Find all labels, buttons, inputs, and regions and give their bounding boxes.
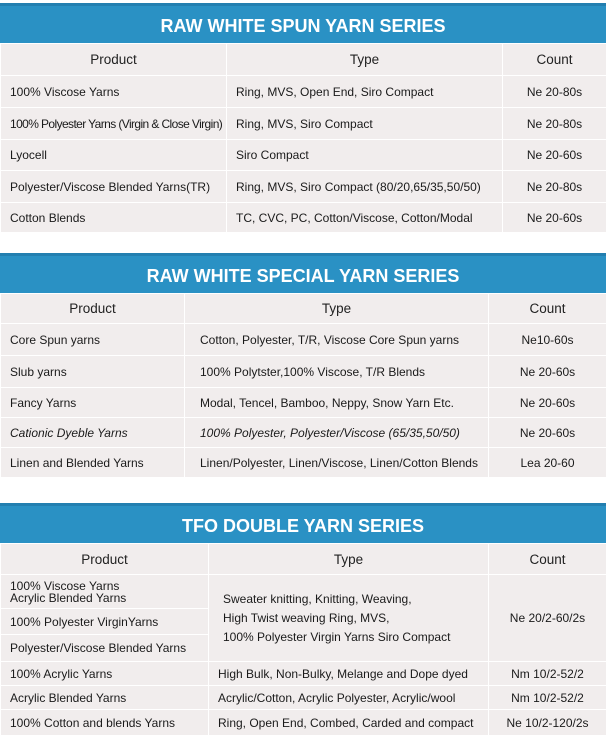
type-cell: 100% Polyester, Polyester/Viscose (65/35,50/50) xyxy=(185,418,489,448)
product-cell: 100% Polyester VirginYarns xyxy=(1,609,209,635)
special-yarn-table xyxy=(0,293,606,478)
type-cell: Ring, MVS, Open End, Siro Compact xyxy=(227,76,503,108)
table-header-row xyxy=(1,544,606,575)
tfo-double-yarn-table xyxy=(0,543,606,736)
count-cell: Nm 10/2-52/2 xyxy=(489,662,606,686)
type-cell: High Bulk, Non-Bulky, Melange and Dope dyed xyxy=(209,662,489,686)
count-cell: Ne 20-80s xyxy=(503,171,606,203)
product-cell: Linen and Blended Yarns xyxy=(1,448,185,478)
table-row xyxy=(1,575,606,609)
product-header: Product xyxy=(1,44,227,76)
count-cell: Ne 20-60s xyxy=(503,140,606,171)
count-cell: Ne10-60s xyxy=(489,324,606,356)
table-row xyxy=(1,76,606,108)
type-cell: TC, CVC, PC, Cotton/Viscose, Cotton/Modal xyxy=(227,203,503,233)
table-row xyxy=(1,686,606,710)
product-cell: 100% Polyester Yarns (Virgin & Close Virgin) xyxy=(1,108,227,140)
type-cell: Cotton, Polyester, T/R, Viscose Core Spun yarns xyxy=(185,324,489,356)
count-cell: Ne 20-60s xyxy=(489,356,606,388)
type-cell: Linen/Polyester, Linen/Viscose, Linen/Cotton Blends xyxy=(185,448,489,478)
type-cell: Siro Compact xyxy=(227,140,503,171)
product-header: Product xyxy=(1,294,185,324)
type-cell: Modal, Tencel, Bamboo, Neppy, Snow Yarn Etc. xyxy=(185,388,489,418)
table-header-row xyxy=(1,44,606,76)
table-row xyxy=(1,171,606,203)
product-cell: Fancy Yarns xyxy=(1,388,185,418)
count-cell: Ne 20-60s xyxy=(489,388,606,418)
product-cell: Polyester/Viscose Blended Yarns xyxy=(1,635,209,662)
table-row xyxy=(1,356,606,388)
table-row xyxy=(1,108,606,140)
product-cell: Acrylic Blended Yarns xyxy=(1,686,209,710)
count-header: Count xyxy=(503,44,606,76)
product-cell xyxy=(1,575,209,609)
product-cell: Slub yarns xyxy=(1,356,185,388)
table-row xyxy=(1,203,606,233)
table-header-row xyxy=(1,294,606,324)
table-row xyxy=(1,448,606,478)
type-cell: Ring, MVS, Siro Compact (80/20,65/35,50/50) xyxy=(227,171,503,203)
product-cell: 100% Acrylic Yarns xyxy=(1,662,209,686)
section-title: RAW WHITE SPECIAL YARN SERIES xyxy=(0,253,606,293)
type-header: Type xyxy=(227,44,503,76)
count-cell: Lea 20-60 xyxy=(489,448,606,478)
table-row xyxy=(1,710,606,736)
table-row xyxy=(1,388,606,418)
product-cell: Core Spun yarns xyxy=(1,324,185,356)
count-cell: Ne 20-60s xyxy=(503,203,606,233)
count-header: Count xyxy=(489,294,606,324)
spun-yarn-table xyxy=(0,43,606,233)
product-header: Product xyxy=(1,544,209,575)
type-cell: Ring, MVS, Siro Compact xyxy=(227,108,503,140)
merged-count-cell: Ne 20/2-60/2s xyxy=(489,575,606,662)
count-cell: Ne 20-60s xyxy=(489,418,606,448)
product-cell: 100% Cotton and blends Yarns xyxy=(1,710,209,736)
table-row xyxy=(1,324,606,356)
product-cell: Cotton Blends xyxy=(1,203,227,233)
table-row xyxy=(1,418,606,448)
product-cell: Polyester/Viscose Blended Yarns(TR) xyxy=(1,171,227,203)
table-row xyxy=(1,140,606,171)
count-cell: Ne 20-80s xyxy=(503,76,606,108)
type-cell: Acrylic/Cotton, Acrylic Polyester, Acrylic/wool xyxy=(209,686,489,710)
type-line: 100% Polyester Virgin Yarns Siro Compact xyxy=(223,629,451,644)
table-row xyxy=(1,662,606,686)
count-cell: Ne 10/2-120/2s xyxy=(489,710,606,736)
type-cell: Ring, Open End, Combed, Carded and compact xyxy=(209,710,489,736)
type-line: Sweater knitting, Knitting, Weaving, xyxy=(223,591,412,606)
tfo-double-yarn-section xyxy=(0,503,606,736)
product-line: Acrylic Blended Yarns xyxy=(10,590,127,605)
type-cell: 100% Polytster,100% Viscose, T/R Blends xyxy=(185,356,489,388)
count-header: Count xyxy=(489,544,606,575)
spun-yarn-section xyxy=(0,3,606,233)
product-line: 100% Viscose Yarns xyxy=(10,578,120,593)
merged-type-cell xyxy=(209,575,489,662)
product-cell: Lyocell xyxy=(1,140,227,171)
type-line: High Twist weaving Ring, MVS, xyxy=(223,610,390,625)
type-header: Type xyxy=(185,294,489,324)
product-cell: Cationic Dyeble Yarns xyxy=(1,418,185,448)
section-title: TFO DOUBLE YARN SERIES xyxy=(0,503,606,543)
type-header: Type xyxy=(209,544,489,575)
special-yarn-section xyxy=(0,253,606,478)
count-cell: Ne 20-80s xyxy=(503,108,606,140)
product-cell: 100% Viscose Yarns xyxy=(1,76,227,108)
section-title: RAW WHITE SPUN YARN SERIES xyxy=(0,3,606,43)
count-cell: Nm 10/2-52/2 xyxy=(489,686,606,710)
